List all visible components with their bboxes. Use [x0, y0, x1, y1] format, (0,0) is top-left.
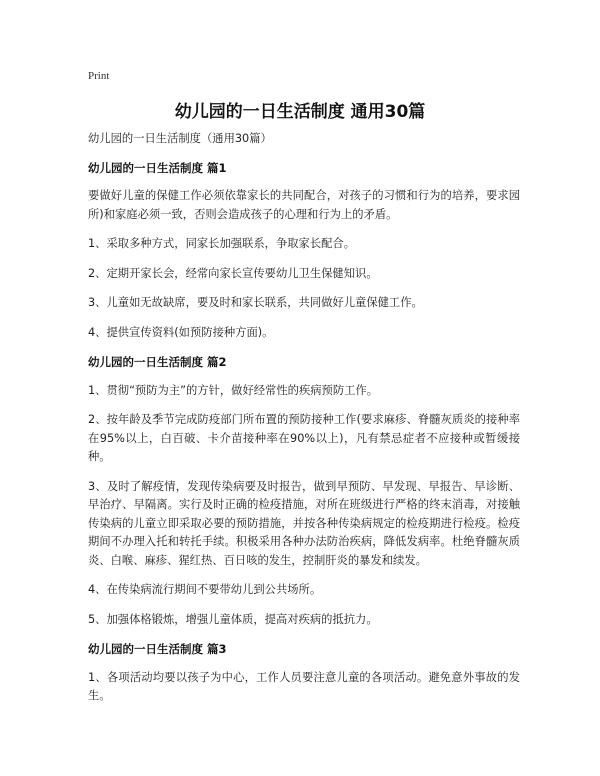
paragraph: 3、及时了解疫情，发现传染病要及时报告，做到早预防、早发现、早报告、早诊断、早治疗、早隔离。实行及时正确的检疫措施，对所在班级进行严格的终末消毒，对接触传染病的儿童立即采取必要的预防措施，并按各种传染病规定的检疫期进行检疫。检疫期间不办理入托和转托手续。积极采用各种办法防治疾病，降低发病率。杜绝脊髓灰质炎、白喉、麻疹、猩红热、百日咳的发生，控制肝炎的暴发和续发。: [88, 479, 520, 567]
paragraph: 1、采取多种方式，同家长加强联系，争取家长配合。: [88, 237, 356, 250]
paragraph: 2、定期开家长会，经常向家长宣传要幼儿卫生保健知识。: [88, 266, 378, 280]
paragraph: 2、按年龄及季节完成防疫部门所布置的预防接种工作(要求麻疹、脊髓灰质炎的接种率在95%以上，白百破、卡介苗接种率在90%以上)，凡有禁忌症者不应接种或暂缓接种。: [88, 413, 520, 463]
document-subtitle: 幼儿园的一日生活制度（通用30篇）: [88, 132, 272, 145]
paragraph: 要做好儿童的保健工作必须依靠家长的共同配合，对孩子的习惯和行为的培养，要求园所)和家庭必须一致，否则会造成孩子的心理和行为上的矛盾。: [88, 189, 520, 221]
page-title: 幼儿园的一日生活制度 通用30篇: [174, 102, 426, 122]
section-heading-3: 幼儿园的一日生活制度 篇3: [88, 642, 227, 656]
print-label[interactable]: Print: [88, 70, 110, 82]
paragraph: 5、加强体格锻炼，增强儿童体质，提高对疾病的抵抗力。: [88, 612, 378, 626]
paragraph: 4、在传染病流行期间不要带幼儿到公共场所。: [88, 583, 322, 596]
section-heading-1: 幼儿园的一日生活制度 篇1: [88, 160, 227, 175]
paragraph: 1、各项活动均要以孩子为中心，工作人员要注意儿童的各项活动。避免意外事故的发生。: [88, 670, 520, 702]
document-body: [88, 130, 520, 717]
paragraph: 3、儿童如无故缺席，要及时和家长联系，共同做好儿童保健工作。: [88, 296, 423, 309]
section-heading-2: 幼儿园的一日生活制度 篇2: [88, 355, 227, 369]
paragraph: 1、贯彻“预防为主”的方针，做好经常性的疾病预防工作。: [88, 383, 379, 397]
paragraph: 4、提供宣传资料(如预防接种方面)。: [88, 325, 274, 339]
